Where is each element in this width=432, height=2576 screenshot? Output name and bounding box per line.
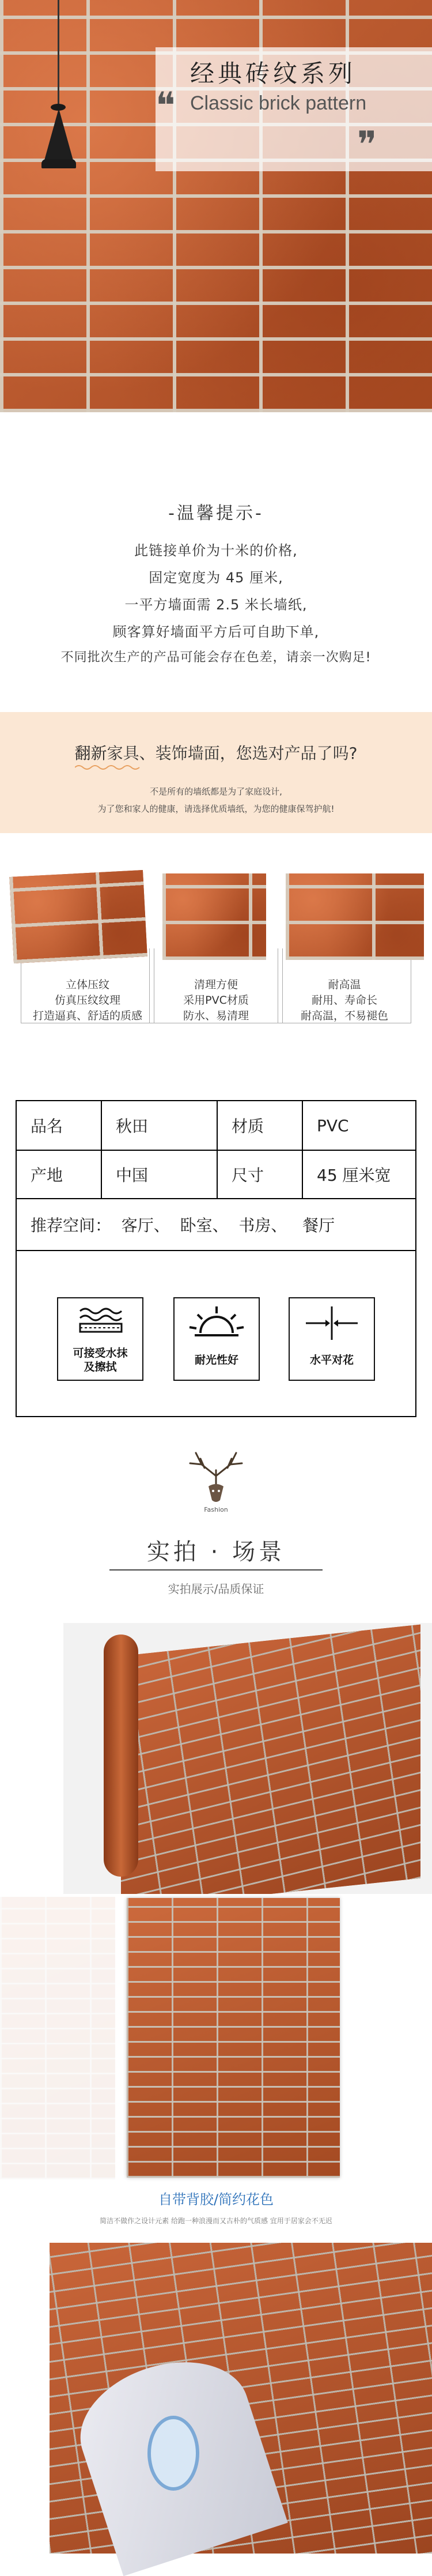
- spec-value-origin: 中国: [101, 1150, 218, 1199]
- roll-brick-surface: [121, 1625, 420, 1894]
- spec-value-material: PVC: [302, 1100, 416, 1151]
- spec-label-origin: 产地: [16, 1150, 102, 1199]
- feature-desc: 打造逼真、舒适的质感: [32, 1010, 142, 1022]
- align-icon: [290, 1298, 374, 1350]
- spec-label-material: 材质: [217, 1100, 303, 1151]
- feature-desc: 耐用、寿命长: [311, 994, 377, 1007]
- feature-image-clean: [162, 873, 266, 960]
- scene-photo-sheet: [127, 1898, 340, 2178]
- banner-line: 不是所有的墙纸都是为了家庭设计,: [150, 786, 282, 797]
- tips-line: 此链接单价为十米的价格,: [134, 543, 298, 559]
- feature-text: [149, 977, 283, 1024]
- scene-photo-roll: [63, 1623, 432, 1894]
- close-quote-icon: ❞: [357, 124, 377, 167]
- pendant-lamp-icon: [44, 108, 73, 160]
- scene-photo-sheet-bg: [0, 1897, 432, 2179]
- lamp-cord: [58, 0, 59, 110]
- tips-line: 顾客算好墙面平方后可自助下单,: [112, 624, 320, 640]
- feature-desc: 采用PVC材质: [183, 994, 249, 1007]
- feature-image-texture: [9, 870, 147, 963]
- advice-banner: [0, 712, 432, 833]
- wave-underline-icon: [75, 764, 141, 771]
- feature-title: 立体压纹: [65, 978, 109, 991]
- open-quote-icon: ❝: [156, 85, 176, 127]
- care-icon-label: 水平对花: [309, 1354, 354, 1366]
- tips-line: 一平方墙面需 2.5 米长墙纸,: [124, 597, 308, 613]
- roll-cylinder: [104, 1635, 138, 1877]
- care-icon-label-line: 可接受水抹: [73, 1347, 128, 1359]
- hero-banner: [0, 0, 432, 412]
- feature-desc: 防水、易清理: [183, 1010, 249, 1022]
- hero-subtitle: Classic brick pattern: [190, 92, 367, 114]
- spec-value-size: 45 厘米宽: [302, 1150, 416, 1199]
- spec-recommend: 推荐空间： 客厅、 卧室、 书房、 餐厅: [16, 1198, 416, 1251]
- scene-subtitle: 实拍展示/品质保证: [168, 1582, 264, 1596]
- lamp-base: [41, 159, 76, 168]
- wave-icon: [58, 1298, 142, 1345]
- banner-line: 为了您和家人的健康，请选择优质墙纸，为您的健康保驾护航!: [97, 804, 335, 814]
- feature-title: 耐高温: [328, 978, 361, 991]
- caption-sub: 简洁不做作之设计元素 给跑一种浪漫而又古朴的气质感 宜用于居家会不无迟: [100, 2217, 332, 2225]
- hero-title: 经典砖纹系列: [190, 59, 357, 88]
- care-icon-card: [289, 1297, 375, 1381]
- care-icon-card: [173, 1297, 260, 1381]
- feature-image-heat: [286, 873, 424, 960]
- feature-title: 清理方便: [194, 978, 238, 991]
- care-icon-card: [57, 1297, 143, 1381]
- care-icon-label: [58, 1346, 142, 1374]
- tips-line: 固定宽度为 45 厘米,: [149, 570, 283, 586]
- scene-photo-closeup: [50, 2243, 432, 2554]
- caption-main: 自带背胶/简约花色: [158, 2191, 274, 2208]
- scene-divider: [109, 1569, 323, 1571]
- sun-icon: [175, 1298, 259, 1350]
- sheet-shadow: [0, 1897, 115, 2179]
- feature-desc: 仿真压纹纹理: [54, 994, 120, 1007]
- banner-heading: [0, 741, 432, 764]
- tips-title: -温馨提示-: [168, 503, 264, 524]
- feature-desc: 耐高温，不易褪色: [300, 1010, 388, 1022]
- care-icon-label-line: 及擦拭: [84, 1361, 117, 1373]
- care-icons-box: [16, 1250, 416, 1417]
- spec-label-size: 尺寸: [217, 1150, 303, 1199]
- spec-value-name: 秋田: [101, 1100, 218, 1151]
- care-icon-label: 耐光性好: [194, 1354, 238, 1366]
- banner-heading-highlight: 翻新: [74, 744, 107, 763]
- logo-caption: Fashion: [204, 1506, 228, 1513]
- feature-text: [278, 977, 411, 1024]
- feature-text: [21, 977, 154, 1024]
- scene-title: 实拍 · 场景: [146, 1539, 286, 1565]
- deer-antler-logo-icon: [179, 1447, 253, 1511]
- spec-label-name: 品名: [16, 1100, 102, 1151]
- roll-core-icon: [147, 2416, 199, 2491]
- banner-heading-rest: 家具、装饰墙面，您选对产品了吗?: [107, 744, 358, 763]
- tips-line: 不同批次生产的产品可能会存在色差，请亲一次购足!: [60, 650, 372, 665]
